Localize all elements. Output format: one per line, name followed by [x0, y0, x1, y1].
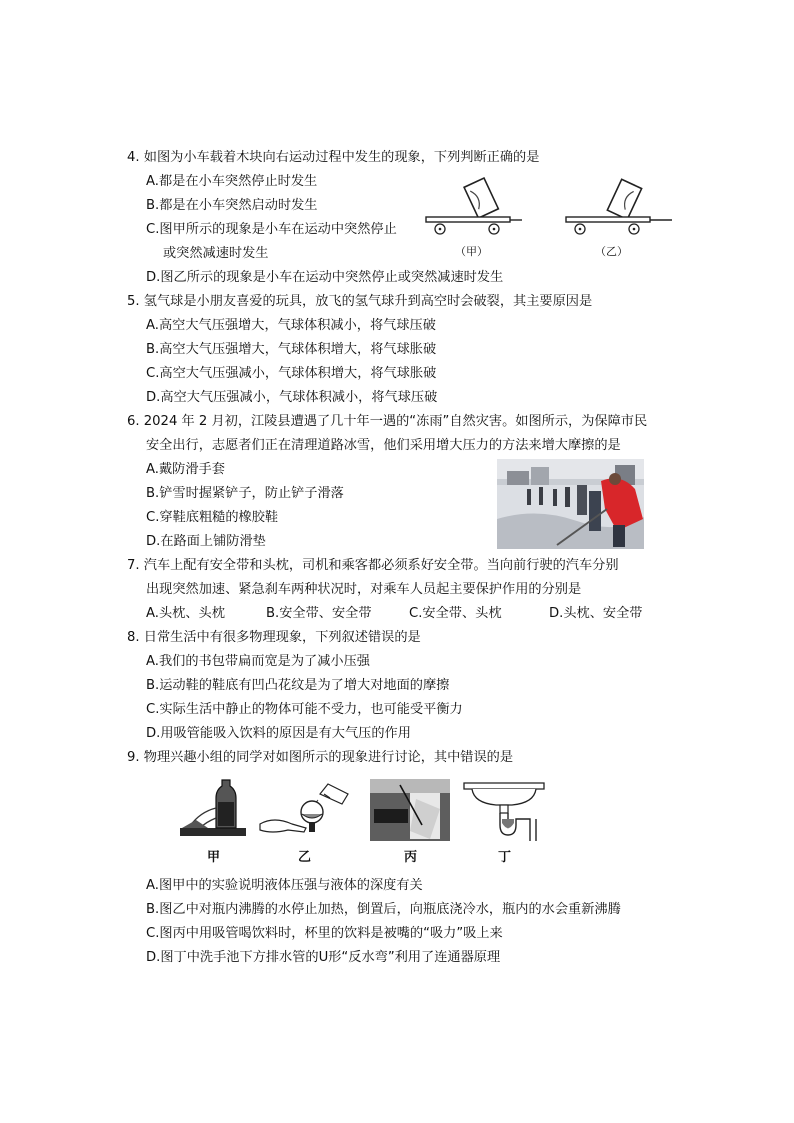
q5-option-c: C.高空大气压强减小，气球体积增大，将气球胀破 [146, 366, 437, 381]
q9-option-a: A.图甲中的实验说明液体压强与液体的深度有关 [146, 878, 423, 893]
q9-fig-ding [462, 779, 546, 841]
q4-label-jia: （甲） [455, 245, 488, 258]
q9-fig-bing [370, 779, 450, 841]
q5-stem: 5. 氢气球是小朋友喜爱的玩具，放飞的氢气球升到高空时会破裂，其主要原因是 [127, 294, 593, 309]
q7-stem-line2: 出现突然加速、紧急刹车两种状况时，对乘车人员起主要保护作用的分别是 [146, 582, 582, 597]
q6-stem-line1: 6. 2024 年 2 月初，江陵县遭遇了几十年一遇的“冻雨”自然灾害。如图所示，为保障市民 [127, 414, 648, 429]
q7-stem-line1: 7. 汽车上配有安全带和头枕，司机和乘客都必须系好安全带。当向前行驶的汽车分别 [127, 558, 619, 573]
q6-snow-clearing-photo [497, 459, 644, 549]
q9-option-c: C.图丙中用吸管喝饮料时，杯里的饮料是被嘴的“吸力”吸上来 [146, 926, 503, 941]
q6-option-d: D.在路面上铺防滑垫 [146, 534, 266, 549]
q4-option-d: D.图乙所示的现象是小车在运动中突然停止或突然减速时发生 [146, 270, 504, 285]
q4-cart-jia-figure [424, 176, 524, 238]
q9-label-ding: 丁 [498, 850, 512, 865]
q9-fig-yi [258, 782, 354, 840]
q4-option-c-line2: 或突然减速时发生 [163, 246, 269, 261]
q9-stem: 9. 物理兴趣小组的同学对如图所示的现象进行讨论，其中错误的是 [127, 750, 514, 765]
q8-option-b: B.运动鞋的鞋底有凹凸花纹是为了增大对地面的摩擦 [146, 678, 450, 693]
q9-label-yi: 乙 [298, 850, 312, 865]
q9-label-bing: 丙 [404, 850, 418, 865]
q7-option-a: A.头枕、头枕 [146, 606, 225, 621]
q6-option-a: A.戴防滑手套 [146, 462, 225, 477]
q7-option-d: D.头枕、安全带 [549, 606, 643, 621]
q6-option-b: B.铲雪时握紧铲子，防止铲子滑落 [146, 486, 344, 501]
q4-stem: 4. 如图为小车载着木块向右运动过程中发生的现象，下列判断正确的是 [127, 150, 540, 165]
q4-option-b: B.都是在小车突然启动时发生 [146, 198, 318, 213]
q8-option-c: C.实际生活中静止的物体可能不受力，也可能受平衡力 [146, 702, 463, 717]
q8-option-a: A.我们的书包带扁而宽是为了减小压强 [146, 654, 370, 669]
q4-option-c-line1: C.图甲所示的现象是小车在运动中突然停止 [146, 222, 397, 237]
q9-fig-jia [178, 778, 248, 840]
q4-cart-yi-figure [564, 176, 674, 238]
q4-option-a: A.都是在小车突然停止时发生 [146, 174, 318, 189]
q9-option-d: D.图丁中洗手池下方排水管的U形“反水弯”利用了连通器原理 [146, 950, 501, 965]
q6-option-c: C.穿鞋底粗糙的橡胶鞋 [146, 510, 279, 525]
q4-label-yi: （乙） [595, 245, 628, 258]
q9-option-b: B.图乙中对瓶内沸腾的水停止加热，倒置后，向瓶底浇冷水，瓶内的水会重新沸腾 [146, 902, 621, 917]
q5-option-d: D.高空大气压强减小，气球体积减小，将气球压破 [146, 390, 438, 405]
q8-option-d: D.用吸管能吸入饮料的原因是有大气压的作用 [146, 726, 411, 741]
q9-label-jia: 甲 [207, 850, 221, 865]
q5-option-b: B.高空大气压强增大，气球体积增大，将气球胀破 [146, 342, 437, 357]
q7-option-c: C.安全带、头枕 [409, 606, 502, 621]
q5-option-a: A.高空大气压强增大，气球体积减小，将气球压破 [146, 318, 436, 333]
q6-stem-line2: 安全出行，志愿者们正在清理道路冰雪，他们采用增大压力的方法来增大摩擦的是 [146, 438, 621, 453]
q8-stem: 8. 日常生活中有很多物理现象，下列叙述错误的是 [127, 630, 421, 645]
q7-option-b: B.安全带、安全带 [266, 606, 372, 621]
